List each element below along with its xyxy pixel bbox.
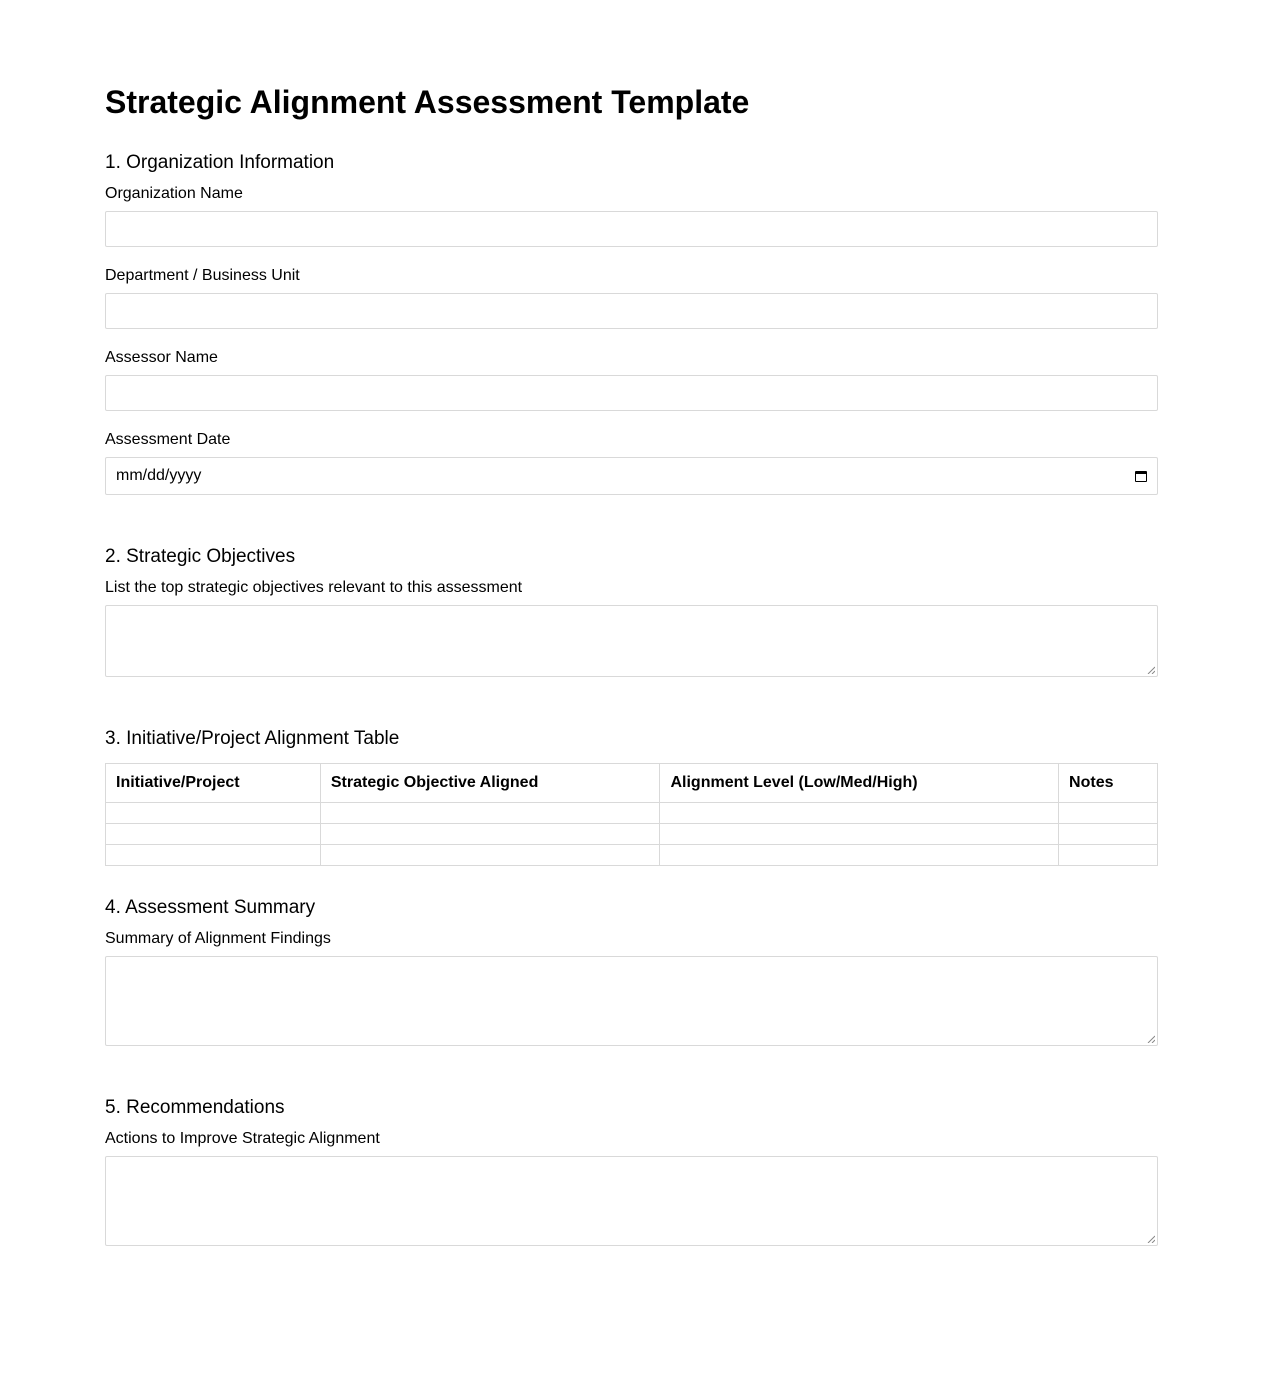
column-header-alignment-level: Alignment Level (Low/Med/High)	[660, 764, 1059, 803]
strategic-objectives-label: List the top strategic objectives relevant to this assessment	[105, 579, 523, 596]
table-cell[interactable]	[1059, 824, 1158, 845]
table-cell[interactable]	[106, 803, 321, 824]
table-cell[interactable]	[320, 845, 660, 866]
page-title: Strategic Alignment Assessment Template	[105, 84, 750, 120]
assessor-name-input[interactable]	[105, 375, 1158, 411]
table-cell[interactable]	[660, 845, 1059, 866]
strategic-objectives-textarea[interactable]	[105, 605, 1158, 677]
table-row	[106, 803, 1158, 824]
section-title-recommendations: 5. Recommendations	[105, 1097, 285, 1118]
recommendations-textarea[interactable]	[105, 1156, 1158, 1246]
assessment-date-label: Assessment Date	[105, 431, 231, 448]
column-header-notes: Notes	[1059, 764, 1158, 803]
recommendations-label: Actions to Improve Strategic Alignment	[105, 1130, 380, 1147]
assessor-name-label: Assessor Name	[105, 349, 218, 366]
alignment-table	[105, 763, 1158, 866]
section-title-alignment-table: 3. Initiative/Project Alignment Table	[105, 728, 400, 749]
section-title-strategic-objectives: 2. Strategic Objectives	[105, 546, 296, 567]
organization-name-label: Organization Name	[105, 185, 243, 202]
resize-handle-icon[interactable]	[1147, 1035, 1155, 1043]
date-placeholder: mm/dd/yyyy	[116, 467, 202, 484]
table-cell[interactable]	[320, 803, 660, 824]
column-header-objective: Strategic Objective Aligned	[320, 764, 660, 803]
section-title-assessment-summary: 4. Assessment Summary	[105, 897, 316, 918]
table-cell[interactable]	[1059, 845, 1158, 866]
department-label: Department / Business Unit	[105, 267, 300, 284]
summary-textarea[interactable]	[105, 956, 1158, 1046]
assessment-date-input[interactable]	[105, 457, 1158, 495]
table-cell[interactable]	[106, 845, 321, 866]
table-cell[interactable]	[660, 824, 1059, 845]
calendar-icon[interactable]	[1135, 471, 1147, 482]
table-cell[interactable]	[660, 803, 1059, 824]
summary-label: Summary of Alignment Findings	[105, 930, 331, 947]
resize-handle-icon[interactable]	[1147, 666, 1155, 674]
resize-handle-icon[interactable]	[1147, 1235, 1155, 1243]
table-row	[106, 824, 1158, 845]
table-cell[interactable]	[106, 824, 321, 845]
organization-name-input[interactable]	[105, 211, 1158, 247]
table-cell[interactable]	[320, 824, 660, 845]
column-header-initiative: Initiative/Project	[106, 764, 321, 803]
table-header-row	[106, 764, 1158, 803]
department-input[interactable]	[105, 293, 1158, 329]
table-row	[106, 845, 1158, 866]
table-cell[interactable]	[1059, 803, 1158, 824]
section-title-organization: 1. Organization Information	[105, 152, 335, 173]
